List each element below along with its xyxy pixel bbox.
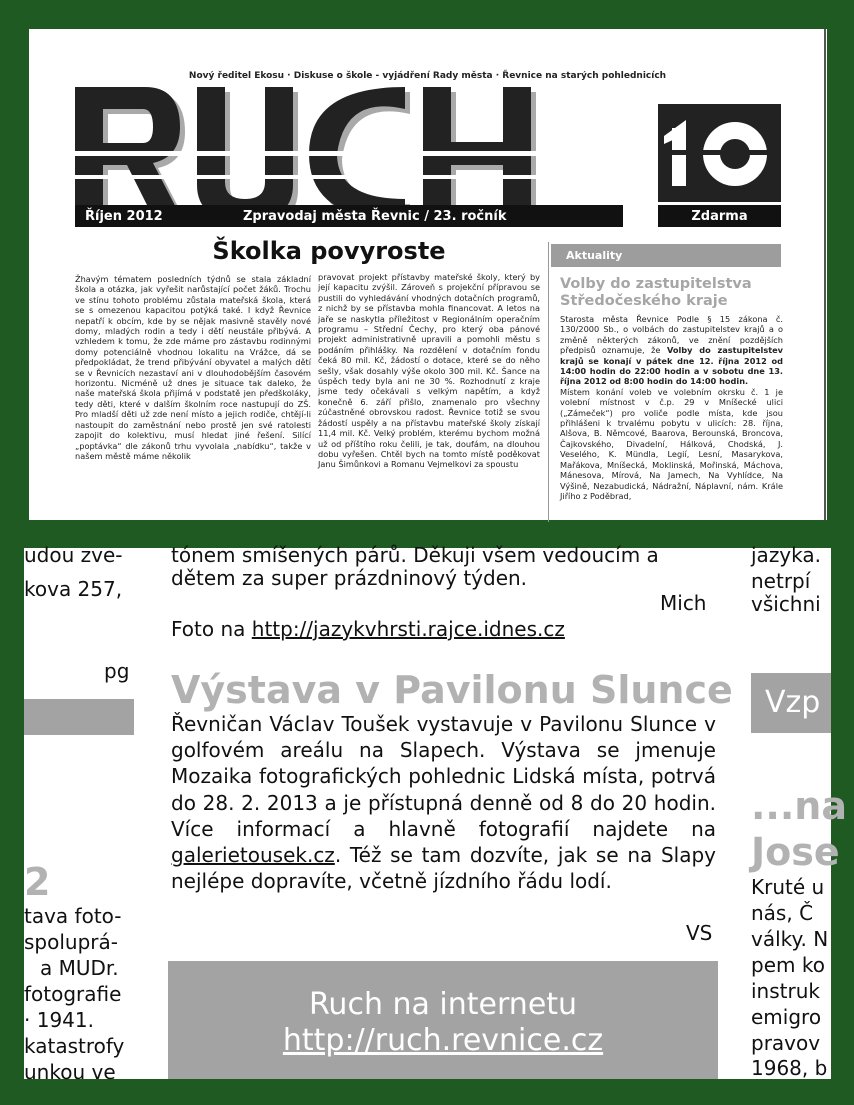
left-column-line: tava foto- [24, 904, 122, 928]
news-text [560, 314, 783, 387]
right-column-line: jazyka. [751, 543, 821, 567]
promo-link[interactable]: http://ruch.revnice.cz [282, 1023, 604, 1058]
right-column-line: pravov [751, 1031, 821, 1055]
price-bar [658, 205, 781, 227]
left-column-title: 2 [24, 860, 51, 904]
right-column-line: Kruté u [751, 875, 825, 899]
left-column-line: spoluprá- [24, 930, 118, 954]
article-text: Řevničan Václav Toušek vystavuje v Pavilonu Slunce v golfovém areálu na Slapech. Výstava se jmenuje Mozaika fotografických pohlednic Lidská místa, potrvá do 28. 2. 2013 a je přístupná denně od 8 do 20 hodin. Více informací a hlavně fotografií najdete na [171, 712, 716, 841]
article-signature: VS [686, 921, 713, 945]
masthead-info-bar [75, 205, 623, 227]
news-section-header: Aktuality [551, 244, 781, 267]
left-column-line: udou zve- [24, 543, 123, 567]
promo-title: Ruch na internetu [308, 987, 578, 1022]
page-edge-rule [824, 29, 826, 520]
right-column-line: války. N [751, 927, 829, 951]
zoomed-page-detail [24, 543, 848, 1084]
right-column-line: pem ko [751, 953, 825, 977]
column-divider [548, 242, 549, 522]
left-column-line: unkou ve [24, 1060, 116, 1084]
article-body [171, 711, 716, 894]
left-gray-box [24, 699, 134, 735]
newspaper-subtitle: Zpravodaj města Řevnic / 23. ročník [243, 208, 507, 224]
left-column-line: kova 257, [24, 577, 123, 601]
right-column-title: ...na [751, 784, 848, 828]
news-text-intro: Starosta města Řevnice Podle § 15 zákona č. 130/2000 Sb., o volbách do zastupitelstev krajů a o změně některých zákonů, ve znění pozdějších předpisů oznamuje, že [560, 314, 783, 356]
photo-link[interactable]: http://jazykvhrsti.rajce.idnes.cz [251, 617, 565, 641]
photo-link-line [171, 616, 565, 642]
article-text-line: dětem za super prázdninový týden. [171, 566, 528, 590]
masthead-tagline: Nový ředitel Ekosu · Diskuse o škole - vyjádření Rady města · Řevnice na starých pohlednicích [188, 71, 667, 81]
issue-number-graphic [658, 104, 781, 202]
article-title: Výstava v Pavilonu Slunce [171, 668, 733, 712]
newspaper-front-page [29, 29, 827, 520]
svg-text:10: 10 [719, 198, 722, 200]
news-title: Volby do zastupitelstva Středočeského kraje [560, 276, 752, 309]
issue-date: Říjen 2012 [85, 208, 163, 224]
lead-headline: Školka povyroste [212, 237, 446, 265]
right-column-line: emigro [751, 1005, 822, 1029]
left-column-line: fotografie [24, 982, 122, 1006]
article-text: Žhavým tématem posledních týdnů se stala základní škola a otázka, jak vyřešit narůstající počet žáků. Trochu ve stínu tohoto problému zůstala mateřská škola, která se s omezenou kapacitou potýká také. I když Řevnice nepatří k obcím, kde by se nějak masivně stavěly nové domy, mladých rodin a tedy i dětí neustále přibývá. A vzhledem k tomu, že zde máme pro zástavbu rodinnými domy potenciálně vhodnou lokalitu na Vrážce, dá se předpokládat, že trend přibývání obyvatel a malých dětí se v Řevnicích nezastaví ani v dlouhodobějším časovém horizontu. Nicméně už dnes je situace tak daleko, že naše mateřská škola přijímá v podstatě jen předškoláky, tedy děti, které v dalším školním roce nastupují do ZŠ. Pro mladší děti už zde není místo a jejich rodiče, chtějí-li nastoupit do zaměstnání nebo prostě jen své ratolesti zapojit do kolektivu, musí hledat jiné řešení. Silící „poptávka“ dle zákonů trhu vyvolala „nabídku“, takže v našem městě máme několik [75, 274, 311, 461]
right-column-title: Jose [751, 830, 840, 874]
article-column-1 [75, 274, 311, 520]
news-text-bold: Volby do zastupitelstev krajů se konají v pátek dne 12. října 2012 od 14:00 hodin do 22:00 hodin a v sobotu dne 13. října 2012 od 8:00 hodin do 14:00 hodin. [560, 345, 784, 387]
article-text: pravovat projekt přístavby mateřské školy, který by její kapacitu zvýšil. Zároveň s projekční přípravou se pustili do vyhledávání vhodných dotačních programů, z nichž by se přístavba mohla financovat. A letos na jaře se naskytla příležitost v Regionálním operačním programu – Střední Čechy, pro který oba pánové projekt administrativně upravili a pomohli městu s podáním přihlášky. Na rozdělení v dotačním fondu čeká 80 mil. Kč, žádostí o dotace, které se do něho sešly, však dosahly výše okolo 300 mil. Kč. Šance na úspěch tedy byla ani ne 30 %. Rozhodnutí z kraje jsme tedy očekávali s velkým napětím, a když konečně 6. září přišlo, znamenalo pro všechny zúčastněné obrovskou radost. Řevnice totiž se svou žádostí uspěly a na přístavbu mateřské školy získají 11,4 mil. Kč. Velký problém, kterému bychom možná už od příštího roku čelili, je tak, doufám, na dlouhou dobu vyřešen. Chtěl bych na tomto místě poděkovat Janu Šimůnkovi a Romanu Vejmelkovi za spoustu [318, 272, 540, 470]
photo-link-prefix: Foto na [171, 617, 252, 641]
right-column-line: netrpí [751, 569, 811, 593]
gallery-link[interactable]: galerietousek.cz [171, 843, 335, 868]
article-signature: Mich [660, 591, 707, 615]
right-column-line: 1968, b [751, 1056, 828, 1080]
article-paragraph [171, 711, 716, 894]
article-text-line: tónem smíšených párů. Děkuji všem vedoucím a [171, 543, 659, 567]
right-column-line: všichni [751, 592, 821, 616]
price-label: Zdarma [691, 208, 748, 224]
left-column-line: a MUDr. [40, 956, 119, 980]
issue-number-box [658, 104, 781, 202]
right-column-line: instruk [751, 979, 820, 1003]
left-column-line: katastrofy [24, 1034, 125, 1058]
article-text: . Též se tam dozvíte, jak se na Slapy nejlépe dopravíte, včetně jízdního řádu lodí. [171, 843, 716, 894]
left-column-line: · 1941. [24, 1008, 94, 1032]
article-column-2 [318, 272, 540, 520]
left-column-signature: pg [104, 659, 130, 683]
right-gray-box: Vzp [751, 673, 831, 733]
news-text-2: Místem konání voleb ve volebním okrsku č. 1 je volební místnost v č.p. 29 v Mníšecké ulici („Zámeček“) pro voliče podle místa, kde jsou přihlášeni k trvalému pobytu v ulicích: 28. října, Alšova, B. Němcové, Baarova, Berounská, Broncova, Čajkovského, Divadelní, Hálková, Chodská, J. Veselého, K. Mündla, Legií, Lesní, Masarykova, Mařákova, Mníšecká, Moklinská, Mořinská, Máchova, Mánesova, Mírová, Na Jamech, Na Vyhlídce, Na Výšině, Nezabudická, Nádražní, Náplavní, nám. Krále Jiřího z Poděbrad, [560, 386, 783, 501]
web-promo-box [168, 961, 718, 1079]
right-column-line: nás, Č [751, 901, 814, 925]
news-column [560, 314, 783, 520]
